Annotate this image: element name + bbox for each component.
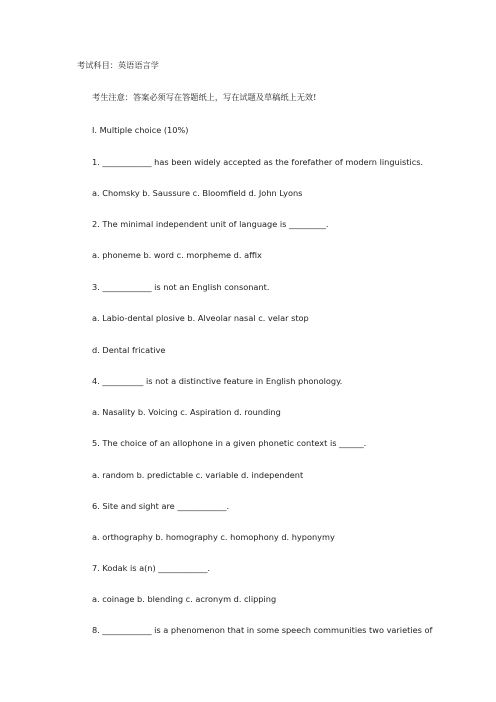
question-3-options-line-2: d. Dental fricative — [92, 345, 166, 355]
exam-subject: 考试科目：英语语言学 — [77, 60, 159, 70]
section-title: I. Multiple choice (10%) — [92, 125, 189, 135]
question-4-stem: 4. __________ is not a distinctive feature in English phonology. — [92, 376, 343, 386]
question-8-stem: 8. ____________ is a phenomenon that in some speech communities two varieties of — [92, 625, 433, 635]
question-2-stem: 2. The minimal independent unit of language is _________. — [92, 219, 329, 229]
question-1-options: a. Chomsky b. Saussure c. Bloomfield d. John Lyons — [92, 188, 303, 198]
candidate-notice: 考生注意：答案必须写在答题纸上，写在试题及草稿纸上无效! — [92, 92, 317, 102]
question-7-stem: 7. Kodak is a(n) ____________. — [92, 563, 211, 573]
question-2-options: a. phoneme b. word c. morpheme d. affix — [92, 250, 262, 260]
question-5-options: a. random b. predictable c. variable d. independent — [92, 470, 304, 480]
question-7-options: a. coinage b. blending c. acronym d. clipping — [92, 594, 277, 604]
question-3-options-line-1: a. Labio-dental plosive b. Alveolar nasal c. velar stop — [92, 313, 309, 323]
question-6-options: a. orthography b. homography c. homophony d. hyponymy — [92, 532, 335, 542]
question-4-options: a. Nasality b. Voicing c. Aspiration d. rounding — [92, 407, 281, 417]
question-3-stem: 3. ____________ is not an English consonant. — [92, 282, 270, 292]
question-5-stem: 5. The choice of an allophone in a given phonetic context is ______. — [92, 438, 367, 448]
question-6-stem: 6. Site and sight are ____________. — [92, 501, 230, 511]
question-1-stem: 1. ____________ has been widely accepted as the forefather of modern linguistics. — [92, 157, 424, 167]
